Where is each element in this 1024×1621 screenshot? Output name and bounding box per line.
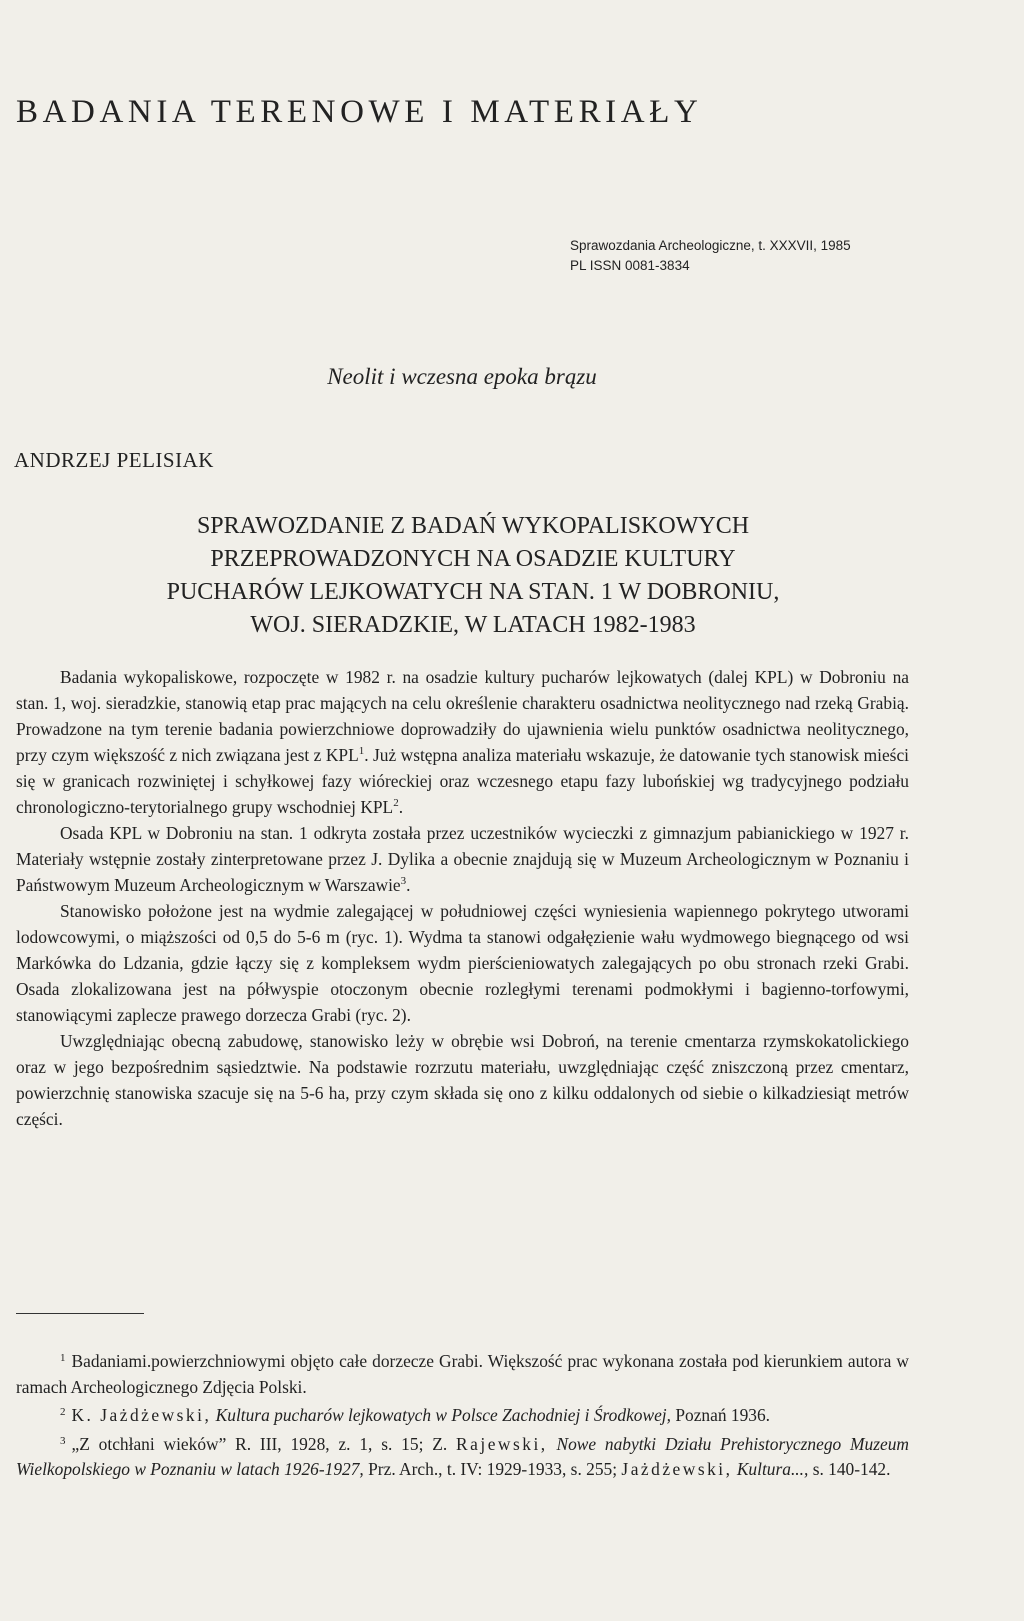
body-paragraph: Osada KPL w Dobroniu na stan. 1 odkryta została przez uczestników wycieczki z gimnazjum pabianickiego w 1927 r. Materiały wstępnie zostały zinterpretowane przez J. Dylika a obecnie znajdują się w Muzeum Archeologicznym w Poznaniu i Państwowym Muzeum Archeologicznym w Warszawie$^3$.	[16, 823, 909, 895]
article-author: ANDRZEJ PELISIAK	[14, 448, 214, 472]
body-paragraph: Stanowisko położone jest na wydmie zalegającej w południowej części wyniesienia wapiennego pokrytego utworami lodowcowymi, o miąższości od 0,5 do 5-6 m (ryc. 1). Wydma ta stanowi odgałęzienie wału wydmowego biegnącego od wsi Markówka do Ldzania, gdzie łączy się z kompleksem wydm pierścieniowatych zalegających po obu stronach rzeki Grabi. Osada zlokalizowana jest na półwyspie otoczonym obecnie rozległymi terenami podmokłymi i bagienno-torfowymi, stanowiącymi zaplecze prawego dorzecza Grabi (ryc. 2).	[16, 901, 909, 1025]
period-heading: Neolit i wczesna epoka brązu	[327, 364, 597, 389]
footnote: $^2$ K. Jażdżewski, Kultura pucharów lejkowatych w Polsce Zachodniej i Środkowej, Poznań 1936.	[60, 1405, 771, 1425]
body-paragraph: Badania wykopaliskowe, rozpoczęte w 1982 r. na osadzie kultury pucharów lejkowatych (dalej KPL) w Dobroniu na stan. 1, woj. sieradzkie, stanowią etap prac mających na celu określenie charakteru osadnictwa neolitycznego nad rzeką Grabią. Prowadzone na tym terenie badania powierzchniowe doprowadziły do ujawnienia wielu punktów osadnictwa neolitycznego, przy czym większość z nich związana jest z KPL$^1$. Już wstępna analiza materiału wskazuje, że datowanie tych stanowisk mieści się w granicach rozwiniętej i schyłkowej fazy wióreckiej oraz wczesnego etapu fazy lubońskiej wg tradycyjnego podziału chronologiczno-terytorialnego grupy wschodniej KPL$^2$.	[16, 667, 909, 817]
title-line: PUCHARÓW LEJKOWATYCH NA STAN. 1 W DOBRONIU,	[166, 579, 780, 605]
footnote-ref[interactable]: 3	[400, 875, 407, 888]
title-line: WOJ. SIERADZKIE, W LATACH 1982-1983	[250, 612, 696, 638]
title-line: SPRAWOZDANIE Z BADAŃ WYKOPALISKOWYCH	[196, 513, 750, 539]
footnote: $^1$ Badaniami.powierzchniowymi objęto całe dorzecze Grabi. Większość prac wykonana została pod kierunkiem autora w ramach Archeologicznego Zdjęcia Polski.	[16, 1351, 909, 1397]
footnote-ref[interactable]: 2	[393, 797, 399, 810]
journal-info	[570, 236, 851, 276]
footnote-number: 3	[60, 1434, 66, 1447]
footnote-divider	[16, 1313, 144, 1314]
title-line: PRZEPROWADZONYCH NA OSADZIE KULTURY	[210, 546, 736, 572]
article-body	[16, 664, 909, 1132]
footnote-number: 2	[60, 1406, 66, 1418]
section-header: BADANIA TERENOWE I MATERIAŁY	[16, 94, 703, 130]
footnote: $^3$ „Z otchłani wieków” R. III, 1928, z. 1, s. 15; Z. Rajewski, Nowe nabytki Działu Prehistorycznego Muzeum Wielkopolskiego w Poznaniu w latach 1926-1927, Prz. Arch., t. IV: 1929-1933, s. 255; Jażdżewski, Kultura..., s. 140-142.	[16, 1433, 909, 1479]
footnote-ref[interactable]: 1	[358, 745, 365, 758]
article-title	[60, 510, 886, 642]
journal-issn: PL ISSN 0081-3834	[570, 258, 690, 273]
journal-citation: Sprawozdania Archeologiczne, t. XXXVII, 1985	[570, 238, 851, 253]
body-paragraph: Uwzględniając obecną zabudowę, stanowisko leży w obrębie wsi Dobroń, na terenie cmentarza rzymskokatolickiego oraz w jego bezpośrednim sąsiedztwie. Na podstawie rozrzutu materiału, uwzględniając część zniszczoną przez cmentarz, powierzchnię stanowiska szacuje się na 5-6 ha, przy czym składa się ono z kilku oddalonych od siebie o kilkadziesiąt metrów części.	[16, 1031, 909, 1129]
footnotes	[16, 1346, 909, 1483]
footnote-number: 1	[60, 1352, 66, 1364]
